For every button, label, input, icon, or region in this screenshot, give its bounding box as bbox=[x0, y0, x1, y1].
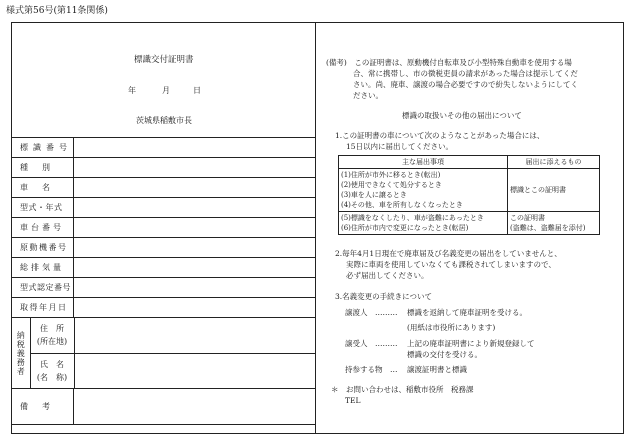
note-line-4: ださい。 bbox=[353, 91, 383, 100]
group2-reasons bbox=[339, 212, 508, 235]
form-number-label: 様式第56号(第11条関係) bbox=[6, 6, 108, 16]
group1-attach: 標識とこの証明書 bbox=[508, 169, 600, 212]
table-row bbox=[12, 218, 316, 238]
table-row bbox=[12, 389, 316, 425]
table-row bbox=[12, 318, 316, 389]
name-value[interactable] bbox=[74, 353, 315, 388]
remarks-label: 備 考 bbox=[12, 389, 74, 425]
address-label-line1: 住 所 bbox=[40, 324, 64, 334]
date-year: 年 bbox=[128, 86, 136, 95]
table-row bbox=[339, 169, 600, 212]
date-month: 月 bbox=[162, 86, 170, 95]
date-day: 日 bbox=[193, 86, 201, 95]
table-row bbox=[12, 158, 316, 178]
address-label-line2: (所在地) bbox=[36, 337, 68, 347]
chassis-number-label: 車台番号 bbox=[12, 218, 74, 238]
table-row bbox=[12, 198, 316, 218]
vehicle-name-label: 車 名 bbox=[12, 178, 74, 198]
attach-line-1: この証明書 bbox=[510, 214, 545, 222]
table-row bbox=[12, 138, 316, 158]
displacement-value[interactable] bbox=[74, 258, 316, 278]
notification-table bbox=[338, 155, 600, 235]
type-value[interactable] bbox=[74, 158, 316, 178]
reason-4: (4)その他、車を所有しなくなったとき bbox=[341, 201, 463, 209]
item2-line1: 2.毎年4月1日現在で廃車届及び名義変更の届出をしていませんと、 bbox=[335, 249, 562, 258]
taxpayer-label: 納税義務者 bbox=[12, 318, 30, 388]
bring-label: 持参する物 … bbox=[345, 365, 398, 374]
contact-line: ＊ お問い合わせは、稲敷市役所 税務課 bbox=[331, 385, 474, 394]
name-label bbox=[30, 353, 74, 388]
item3-heading: 3.名義変更の手続きについて bbox=[335, 292, 433, 301]
transferee-label: 譲受人 ……… bbox=[345, 339, 398, 348]
engine-number-value[interactable] bbox=[74, 238, 316, 258]
header-attach: 届出に添えるもの bbox=[508, 156, 600, 169]
reason-5: (5)標識をなくしたり、車が盗難にあったとき bbox=[341, 214, 484, 222]
type-label: 種 別 bbox=[12, 158, 74, 178]
transferee-text-1: 上記の廃車証明書により新規登録して bbox=[407, 339, 535, 348]
reason-2: (2)使用できなくて処分するとき bbox=[341, 181, 442, 189]
remarks-value[interactable] bbox=[74, 389, 316, 425]
item1-line1: 1.この証明書の車について次のようなことがあった場合には、 bbox=[335, 131, 545, 140]
model-year-value[interactable] bbox=[74, 198, 316, 218]
certificate-title: 標識交付証明書 bbox=[134, 55, 194, 65]
attach-line-2: (盗難は、盗難届を添付) bbox=[510, 224, 586, 232]
table-row bbox=[12, 278, 316, 298]
table-row bbox=[12, 238, 316, 258]
address-label bbox=[30, 318, 74, 353]
table-row bbox=[339, 156, 600, 169]
acquisition-date-value[interactable] bbox=[74, 298, 316, 318]
model-cert-number-value[interactable] bbox=[74, 278, 316, 298]
displacement-label: 総排気量 bbox=[12, 258, 74, 278]
contact-tel: TEL bbox=[345, 396, 361, 405]
name-label-line2: (名 称) bbox=[36, 372, 68, 382]
address-value[interactable] bbox=[74, 318, 315, 353]
issuer-name: 茨城県稲敷市長 bbox=[136, 116, 192, 125]
model-year-label: 型式・年式 bbox=[12, 198, 74, 218]
note-line-3: さい。尚、廃車、譲渡の場合必要ですので紛失しないようにしてく bbox=[353, 80, 578, 89]
engine-number-label: 原動機番号 bbox=[12, 238, 74, 258]
acquisition-date-label: 取得年月日 bbox=[12, 298, 74, 318]
reason-6: (6)住所が市内で変更になったとき(転居) bbox=[341, 224, 469, 232]
handling-heading: 標識の取扱いその他の届出について bbox=[402, 111, 522, 120]
note-line-1: (備考) この証明書は、原動機付自転車及び小型特殊自動車を使用する場 bbox=[326, 58, 572, 67]
bring-text: 譲渡証明書と標識 bbox=[407, 365, 467, 374]
transferor-label: 譲渡人 ……… bbox=[345, 308, 398, 317]
table-row bbox=[339, 212, 600, 235]
chassis-number-value[interactable] bbox=[74, 218, 316, 238]
vehicle-fields-table bbox=[11, 137, 316, 425]
table-row bbox=[12, 298, 316, 318]
group2-attach bbox=[508, 212, 600, 235]
transferee-text-2: 標識の交付を受ける。 bbox=[407, 350, 482, 359]
group1-reasons bbox=[339, 169, 508, 212]
header-reason: 主な届出事項 bbox=[339, 156, 508, 169]
taxpayer-subtable bbox=[12, 318, 315, 388]
reason-1: (1)住所が市外に移るとき(転出) bbox=[341, 171, 441, 179]
plate-number-value[interactable] bbox=[74, 138, 316, 158]
note-line-2: 合、常に携帯し、市の徴税吏員の請求があった場合は提示してくだ bbox=[353, 69, 578, 78]
vehicle-name-value[interactable] bbox=[74, 178, 316, 198]
table-row bbox=[12, 178, 316, 198]
model-cert-number-label: 型式認定番号 bbox=[12, 278, 74, 298]
reason-3: (3)車を人に譲るとき bbox=[341, 191, 407, 199]
transferor-note: (用紙は市役所にあります) bbox=[407, 323, 496, 332]
item1-line2: 15日以内に届出してください。 bbox=[346, 142, 454, 151]
plate-number-label: 標識番号 bbox=[12, 138, 74, 158]
item2-line2: 実際に車両を使用していなくても課税されてしまいますので、 bbox=[346, 260, 556, 269]
name-label-line1: 氏 名 bbox=[40, 359, 64, 369]
table-row bbox=[12, 258, 316, 278]
transferor-text: 標識を返納して廃車証明を受ける。 bbox=[407, 308, 527, 317]
item2-line3: 必ず届出してください。 bbox=[346, 271, 429, 280]
